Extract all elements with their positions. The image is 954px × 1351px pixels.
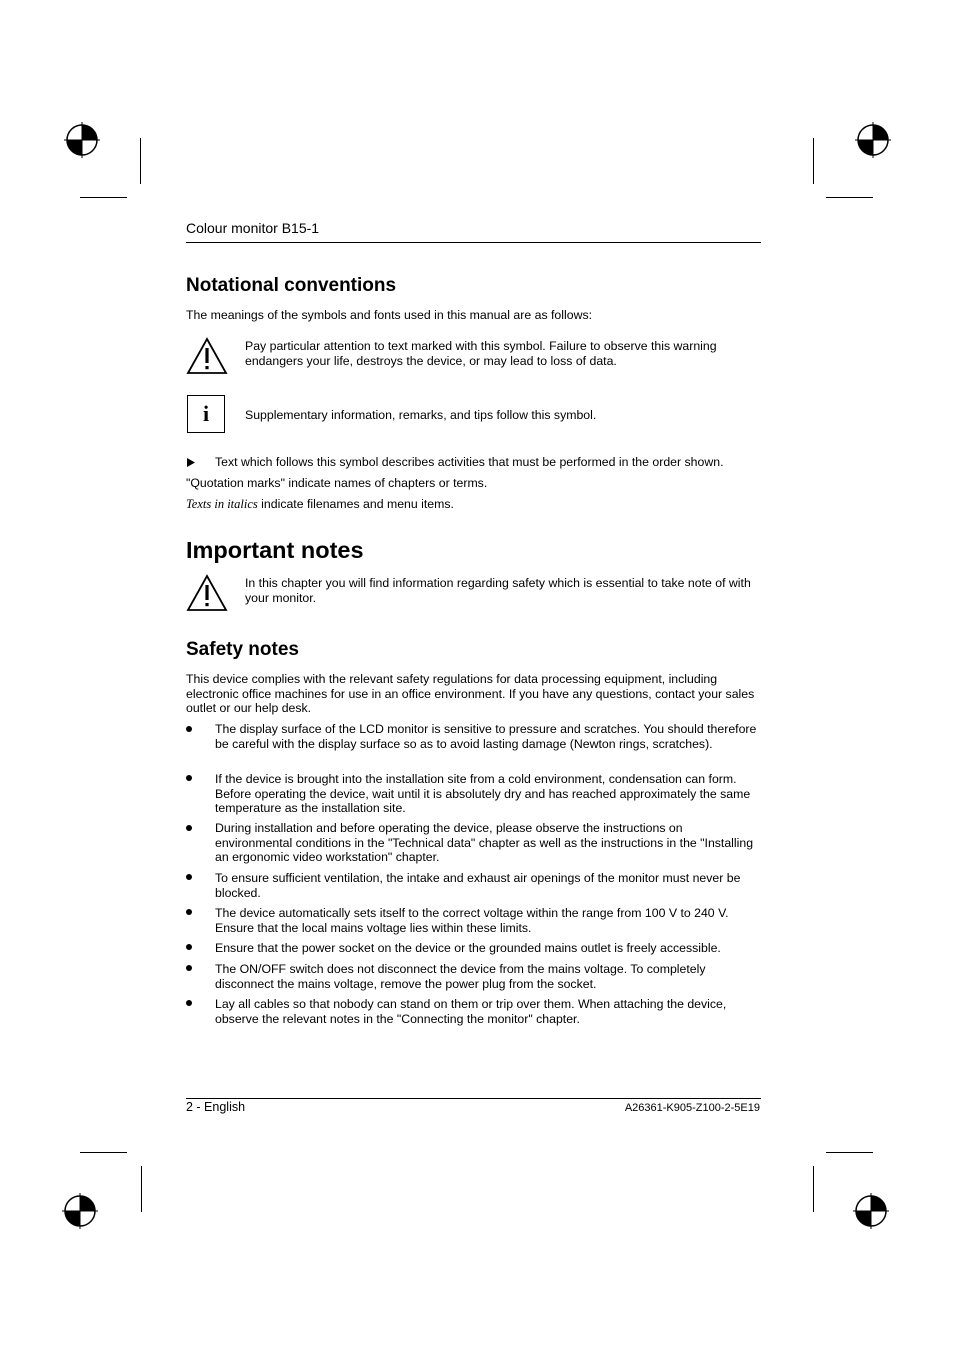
bullet-dot-icon — [186, 1000, 192, 1006]
info-symbol-description: Supplementary information, remarks, and tips follow this symbol. — [245, 408, 597, 422]
italics-sample: Texts in italics — [186, 497, 258, 511]
bullet-dot-icon — [186, 874, 192, 880]
list-item: The display surface of the LCD monitor is sensitive to pressure and scratches. You should therefore be careful with the display surface so as to avoid lasting damage (Newton rings, scratches). — [215, 722, 757, 751]
header-rule — [186, 242, 761, 243]
running-header: Colour monitor B15-1 — [186, 220, 320, 236]
list-item: During installation and before operating the device, please observe the instructions on environmental conditions in the "Technical data" chapter as well as the instructions in the "Installing an ergonomic video workstation" chapter. — [215, 821, 754, 865]
crop-mark — [80, 1152, 127, 1153]
arrow-right-icon — [187, 458, 196, 467]
bullet-dot-icon — [186, 726, 192, 732]
crop-mark — [813, 1166, 814, 1212]
list-item: To ensure sufficient ventilation, the intake and exhaust air openings of the monitor must never be blocked. — [215, 871, 741, 900]
registration-mark-icon — [855, 122, 891, 158]
crop-mark — [826, 197, 873, 198]
bullet-dot-icon — [186, 825, 192, 831]
bullet-dot-icon — [186, 944, 192, 950]
list-item: Ensure that the power socket on the device or the grounded mains outlet is freely accessible. — [215, 941, 721, 955]
quotation-marks-description: "Quotation marks" indicate names of chapters or terms. — [186, 476, 488, 490]
section-heading-notational: Notational conventions — [186, 275, 397, 296]
registration-mark-icon — [853, 1193, 889, 1229]
safety-intro: This device complies with the relevant safety regulations for data processing equipment, including electronic office machines for use in an office environment. If you have any questions, contact your sales outlet or our help desk. — [186, 672, 755, 716]
arrow-symbol-description: Text which follows this symbol describes activities that must be performed in the order shown. — [215, 455, 724, 469]
chapter-heading-important-notes: Important notes — [186, 537, 364, 563]
crop-mark — [80, 197, 127, 198]
warning-triangle-icon — [186, 337, 228, 375]
notational-intro: The meanings of the symbols and fonts used in this manual are as follows: — [186, 308, 593, 322]
document-number: A26361-K905-Z100-2-5E19 — [624, 1102, 760, 1114]
list-item: Lay all cables so that nobody can stand on them or trip over them. When attaching the device, observe the relevant notes in the "Connecting the monitor" chapter. — [215, 997, 727, 1026]
bullet-dot-icon — [186, 965, 192, 971]
section-heading-safety-notes: Safety notes — [186, 639, 299, 660]
warning-triangle-icon — [186, 574, 228, 612]
registration-mark-icon — [64, 122, 100, 158]
bullet-dot-icon — [186, 909, 192, 915]
list-item: If the device is brought into the installation site from a cold environment, condensation can form. Before operating the device, wait until it is absolutely dry and has reached approximately the same temperature as the installation site. — [215, 772, 751, 816]
registration-mark-icon — [62, 1193, 98, 1229]
warning-symbol-description: Pay particular attention to text marked with this symbol. Failure to observe this warning endangers your life, destroys the device, or may lead to loss of data. — [245, 339, 717, 368]
italics-description — [186, 497, 761, 512]
page-number: 2 - English — [186, 1100, 246, 1114]
crop-mark — [141, 1166, 142, 1212]
italics-description-text: indicate filenames and menu items. — [257, 497, 454, 511]
info-icon — [187, 395, 225, 433]
footer-rule — [186, 1098, 761, 1099]
info-symbol: i — [202, 401, 210, 426]
crop-mark — [826, 1152, 873, 1153]
list-item: The ON/OFF switch does not disconnect the device from the mains voltage. To completely disconnect the mains voltage, remove the power plug from the socket. — [215, 962, 706, 991]
crop-mark — [813, 138, 814, 184]
important-notes-warning: In this chapter you will find information regarding safety which is essential to take note of with your monitor. — [245, 576, 751, 605]
list-item: The device automatically sets itself to the correct voltage within the range from 100 V to 240 V. Ensure that the local mains voltage lies within these limits. — [215, 906, 729, 935]
bullet-dot-icon — [186, 775, 192, 781]
crop-mark — [140, 138, 141, 184]
